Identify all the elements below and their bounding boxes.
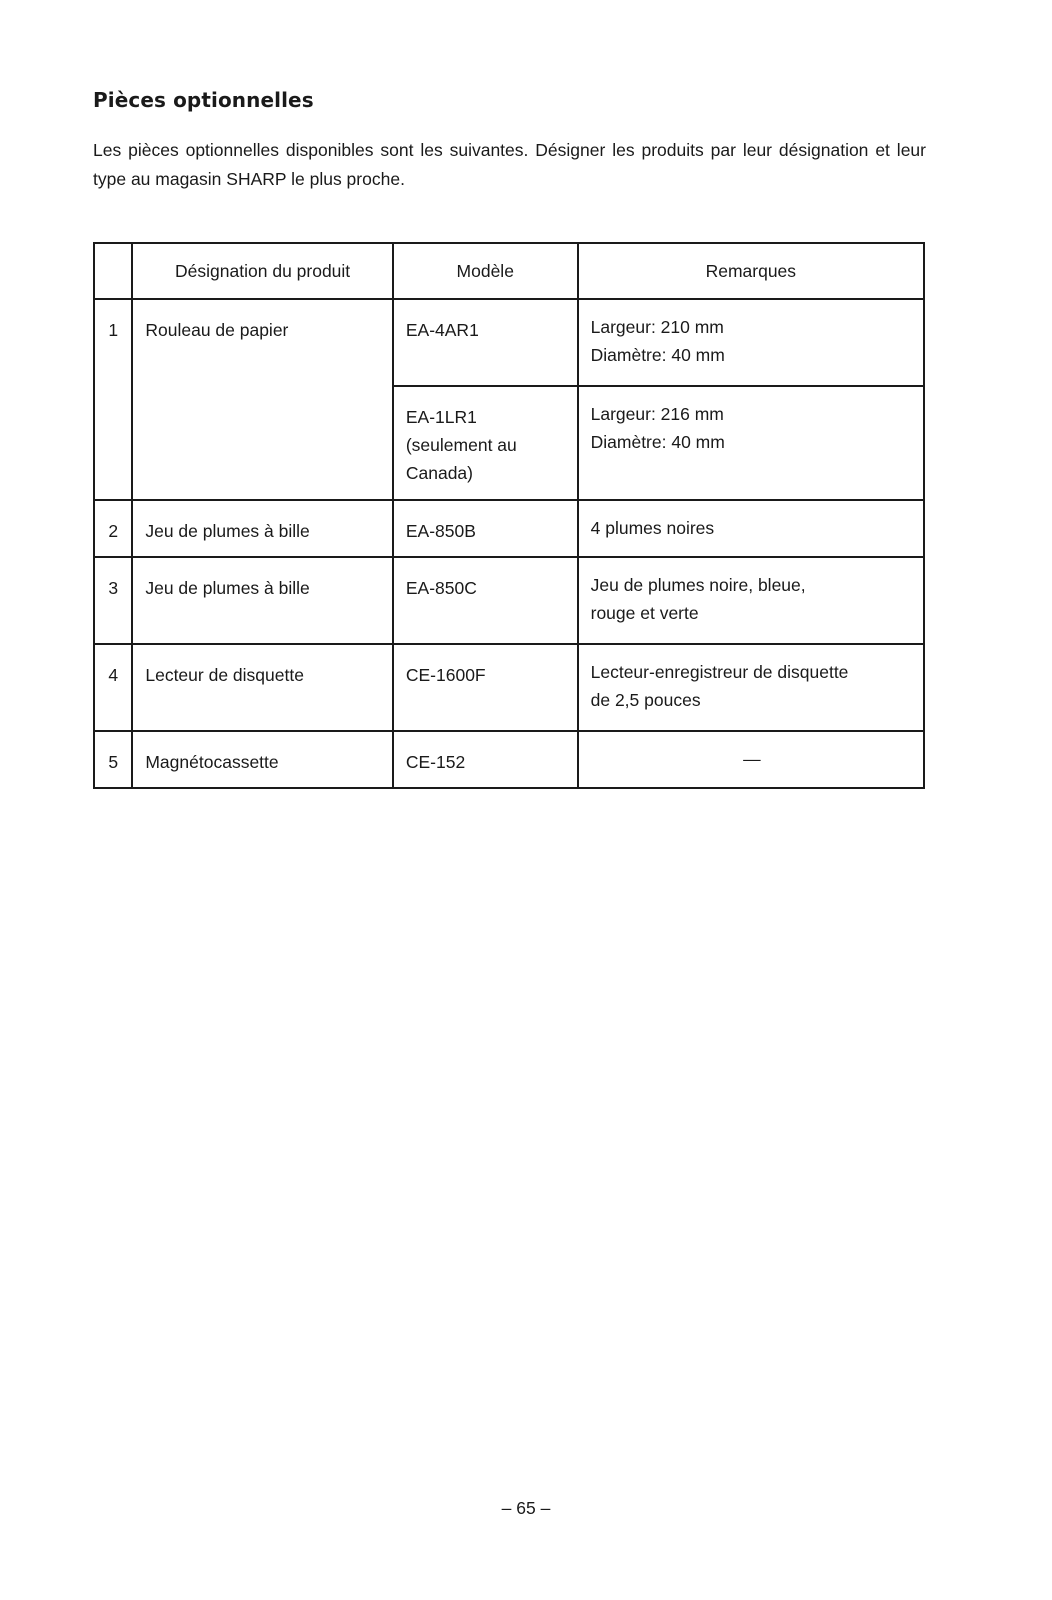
table-row [94, 557, 924, 644]
page-title: Pièces optionnelles [93, 88, 314, 112]
row-number: 2 [94, 500, 132, 557]
product-name: Magnétocassette [132, 731, 393, 788]
model-cell [393, 386, 578, 500]
intro-paragraph: Les pièces optionnelles disponibles sont les suivantes. Désigner les produits par leur désignation et leur type au magasin SHARP le plus proche. [93, 140, 926, 189]
header-model: Modèle [393, 243, 578, 299]
header-remarks: Remarques [578, 243, 924, 299]
product-name: Lecteur de disquette [132, 644, 393, 731]
remarks-cell [578, 731, 924, 788]
row-number: 5 [94, 731, 132, 788]
remarks-line: Largeur: 210 mm [590, 317, 724, 337]
optional-parts-table [93, 242, 925, 789]
row-number: 1 [94, 299, 132, 500]
model-cell: EA-850C [393, 557, 578, 644]
product-name: Jeu de plumes à bille [132, 557, 393, 644]
model-line: EA-4AR1 [405, 320, 479, 340]
row-number: 3 [94, 557, 132, 644]
remarks-cell [578, 386, 924, 500]
table-row [94, 644, 924, 731]
model-cell: CE-1600F [393, 644, 578, 731]
remarks-cell [578, 299, 924, 386]
remarks-dash: — [743, 749, 761, 769]
model-cell [393, 299, 578, 386]
row-number: 4 [94, 644, 132, 731]
remarks-line: Jeu de plumes noire, bleue, [590, 575, 806, 595]
remarks-line: Diamètre: 40 mm [590, 345, 725, 365]
model-line: (seulement au [405, 435, 517, 455]
header-num [94, 243, 132, 299]
remarks-cell [578, 644, 924, 731]
table-row [94, 500, 924, 557]
model-cell: CE-152 [393, 731, 578, 788]
table-header-row [94, 243, 924, 299]
remarks-line: Lecteur-enregistreur de disquette [590, 662, 849, 682]
remarks-line: rouge et verte [590, 603, 699, 623]
remarks-cell [578, 557, 924, 644]
remarks-line: 4 plumes noires [590, 518, 715, 538]
remarks-line: Diamètre: 40 mm [590, 432, 725, 452]
remarks-line: de 2,5 pouces [590, 690, 701, 710]
remarks-cell [578, 500, 924, 557]
model-cell: EA-850B [393, 500, 578, 557]
model-line: EA-1LR1 [405, 407, 477, 427]
page-number: – 65 – [501, 1498, 551, 1518]
product-name: Rouleau de papier [132, 299, 393, 500]
model-line: Canada) [405, 463, 473, 483]
table-row [94, 731, 924, 788]
header-product-name: Désignation du produit [132, 243, 393, 299]
table-row [94, 299, 924, 386]
remarks-line: Largeur: 216 mm [590, 404, 724, 424]
product-name: Jeu de plumes à bille [132, 500, 393, 557]
